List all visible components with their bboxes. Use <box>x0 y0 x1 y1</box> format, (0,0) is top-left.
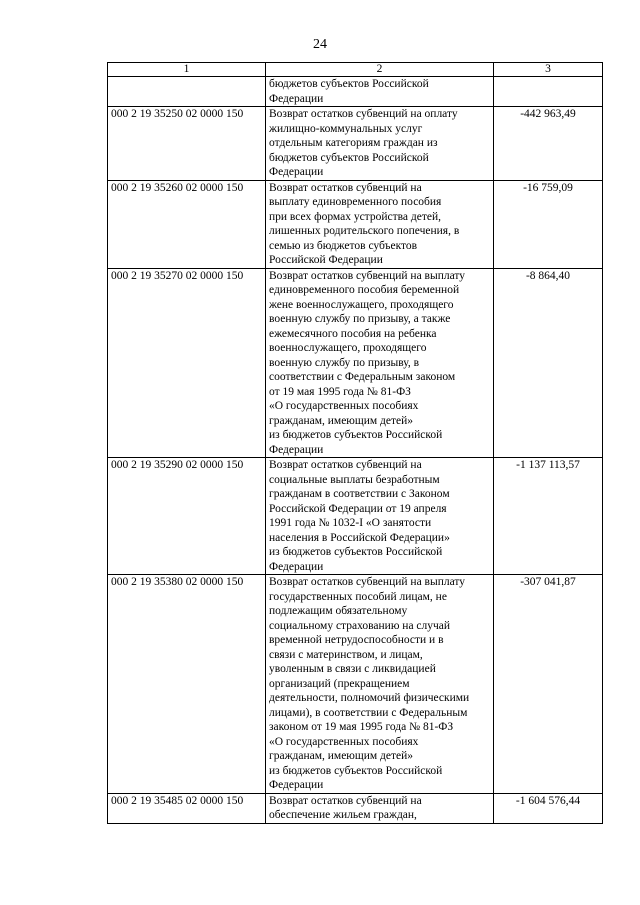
amount-cell: -1 604 576,44 <box>494 793 603 823</box>
description-line: уволенным в связи с ликвидацией <box>269 663 436 675</box>
budget-table <box>107 62 603 824</box>
description-line: Возврат остатков субвенций на оплату <box>269 108 458 120</box>
description-line: гражданам, имеющим детей» <box>269 414 414 427</box>
description-line: обеспечение жильем граждан, <box>269 809 417 821</box>
description-line: Федерации <box>269 779 324 791</box>
table-row <box>108 793 603 823</box>
description-line: Федерации <box>269 443 324 456</box>
description-line: связи с материнством, и лицам, <box>269 648 423 661</box>
description-line: социальные выплаты безработным <box>269 473 440 486</box>
column-header-3: 3 <box>494 63 603 77</box>
description-line: Федерации <box>269 92 324 105</box>
description-line: законом от 19 мая 1995 года № 81-ФЗ <box>269 721 454 733</box>
description-line: временной нетрудоспособности и в <box>269 634 444 646</box>
description-cell <box>266 268 494 458</box>
description-line: Федерации <box>269 560 324 573</box>
description-line: деятельности, полномочий физическими <box>269 692 470 704</box>
description-line: Федерации <box>269 166 324 178</box>
amount-cell: -1 137 113,57 <box>494 458 603 575</box>
description-line: «О государственных пособиях <box>269 735 419 748</box>
description-line: военную службу по призыву, в <box>269 356 420 369</box>
description-line: выплату единовременного пособия <box>269 196 442 208</box>
description-line: подлежащим обязательному <box>269 605 408 617</box>
description-line: от 19 мая 1995 года № 81-ФЗ <box>269 385 411 398</box>
table-row <box>108 107 603 181</box>
column-header-1: 1 <box>108 63 266 77</box>
description-cell <box>266 77 494 107</box>
description-line: Российской Федерации <box>269 254 383 266</box>
description-line: гражданам в соответствии с Законом <box>269 488 450 500</box>
description-cell <box>266 793 494 823</box>
description-line: бюджетов субъектов Российской <box>269 151 429 164</box>
description-line: гражданам, имеющим детей» <box>269 750 414 762</box>
description-line: жене военнослужащего, проходящего <box>269 298 454 311</box>
budget-code-cell: 000 2 19 35290 02 0000 150 <box>108 458 266 575</box>
table-header-row <box>108 63 603 77</box>
description-line: Возврат остатков субвенций на выплату <box>269 269 466 282</box>
description-line: бюджетов субъектов Российской <box>269 78 429 90</box>
column-header-2: 2 <box>266 63 494 77</box>
budget-code-cell: 000 2 19 35380 02 0000 150 <box>108 575 266 794</box>
budget-code-cell <box>108 77 266 107</box>
description-line: организаций (прекращением <box>269 677 410 690</box>
description-line: социальному страхованию на случай <box>269 619 451 632</box>
amount-cell: -307 041,87 <box>494 575 603 794</box>
table-row <box>108 268 603 458</box>
description-line: из бюджетов субъектов Российской <box>269 546 443 558</box>
description-cell <box>266 180 494 268</box>
description-cell <box>266 458 494 575</box>
description-line: из бюджетов субъектов Российской <box>269 429 443 441</box>
amount-cell <box>494 77 603 107</box>
description-line: «О государственных пособиях <box>269 400 419 412</box>
description-line: соответствии с Федеральным законом <box>269 371 456 383</box>
description-line: семью из бюджетов субъектов <box>269 239 418 252</box>
amount-cell: -16 759,09 <box>494 180 603 268</box>
description-line: отдельным категориям граждан из <box>269 137 438 149</box>
page-number: 24 <box>313 37 327 52</box>
description-line: ежемесячного пособия на ребенка <box>269 327 437 340</box>
amount-cell: -8 864,40 <box>494 268 603 458</box>
budget-code-cell: 000 2 19 35270 02 0000 150 <box>108 268 266 458</box>
description-line: лишенных родительского попечения, в <box>269 225 460 237</box>
description-line: военнослужащего, проходящего <box>269 342 427 354</box>
table-row <box>108 180 603 268</box>
description-line: лицами), в соответствии с Федеральным <box>269 706 468 719</box>
description-line: населения в Российской Федерации» <box>269 531 450 544</box>
description-line: 1991 года № 1032-I «О занятости <box>269 517 432 529</box>
description-line: единовременного пособия беременной <box>269 284 460 296</box>
table-body <box>108 77 603 824</box>
description-line: Возврат остатков субвенций на выплату <box>269 576 466 588</box>
description-line: при всех формах устройства детей, <box>269 210 442 223</box>
description-line: Возврат остатков субвенций на <box>269 459 422 471</box>
budget-code-cell: 000 2 19 35250 02 0000 150 <box>108 107 266 181</box>
description-cell <box>266 575 494 794</box>
description-line: Возврат остатков субвенций на <box>269 794 422 807</box>
description-line: Российской Федерации от 19 апреля <box>269 502 447 515</box>
description-line: военную службу по призыву, а также <box>269 313 451 325</box>
description-line: жилищно-коммунальных услуг <box>269 122 423 135</box>
description-cell <box>266 107 494 181</box>
budget-code-cell: 000 2 19 35260 02 0000 150 <box>108 180 266 268</box>
table-row <box>108 77 603 107</box>
table-row <box>108 458 603 575</box>
description-line: из бюджетов субъектов Российской <box>269 764 443 777</box>
description-line: государственных пособий лицам, не <box>269 590 447 603</box>
description-line: Возврат остатков субвенций на <box>269 181 422 194</box>
budget-code-cell: 000 2 19 35485 02 0000 150 <box>108 793 266 823</box>
table-row <box>108 575 603 794</box>
amount-cell: -442 963,49 <box>494 107 603 181</box>
